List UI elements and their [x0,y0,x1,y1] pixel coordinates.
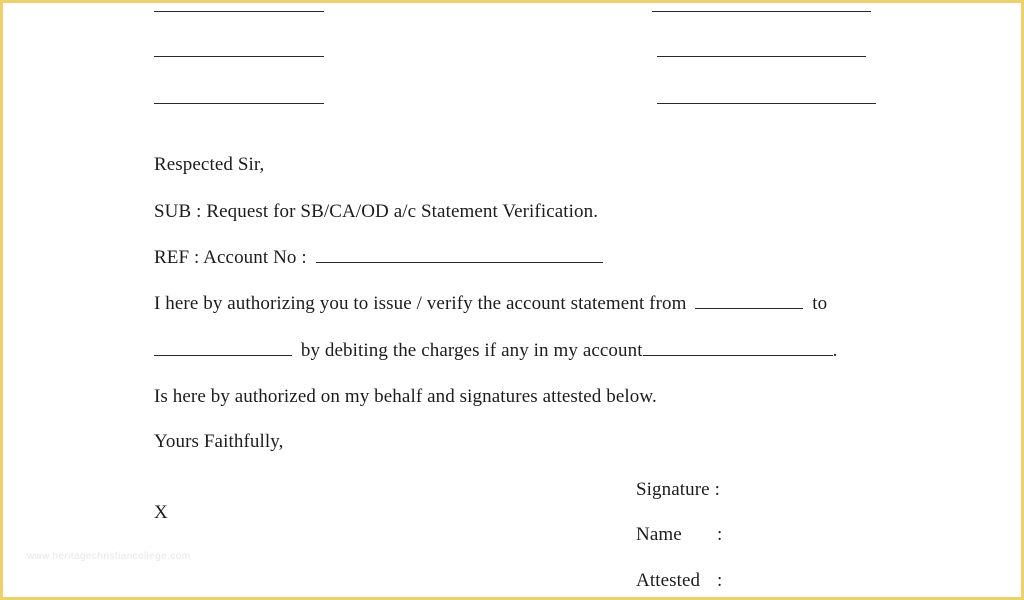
right-address-line-1 [652,11,871,12]
left-address-line-2 [154,56,324,57]
left-address-line-1 [154,11,324,12]
watermark-text: www.heritagechristiancollege.com [27,551,191,562]
left-address-line-3 [154,103,324,104]
right-address-line-3 [657,103,876,104]
subject-line: SUB : Request for SB/CA/OD a/c Statement Verification. [154,201,599,222]
body-line-2-text: by debiting the charges if any in my account [300,340,643,361]
attested-label: Attested [636,570,701,591]
salutation: Respected Sir, [154,154,265,175]
signature-mark: X [154,502,168,523]
account-blank [643,341,833,356]
name-colon: : [717,524,723,545]
account-number-blank [316,248,603,263]
signature-label: Signature : [636,479,720,500]
name-label: Name [636,524,682,545]
body-line-1 [154,293,827,315]
right-address-line-2 [657,56,866,57]
body-line-2-end: . [832,340,838,361]
to-date-blank [154,341,292,356]
reference-line [154,247,603,269]
attested-colon: : [717,570,723,591]
body-line-2 [154,340,837,362]
body-line-1-to: to [812,293,828,314]
closing: Yours Faithfully, [154,431,284,452]
from-date-blank [695,294,803,309]
reference-label: REF : Account No : [154,247,307,268]
body-line-1-text: I here by authorizing you to issue / verify the account statement from [154,293,687,314]
body-line-3: Is here by authorized on my behalf and signatures attested below. [154,386,657,407]
